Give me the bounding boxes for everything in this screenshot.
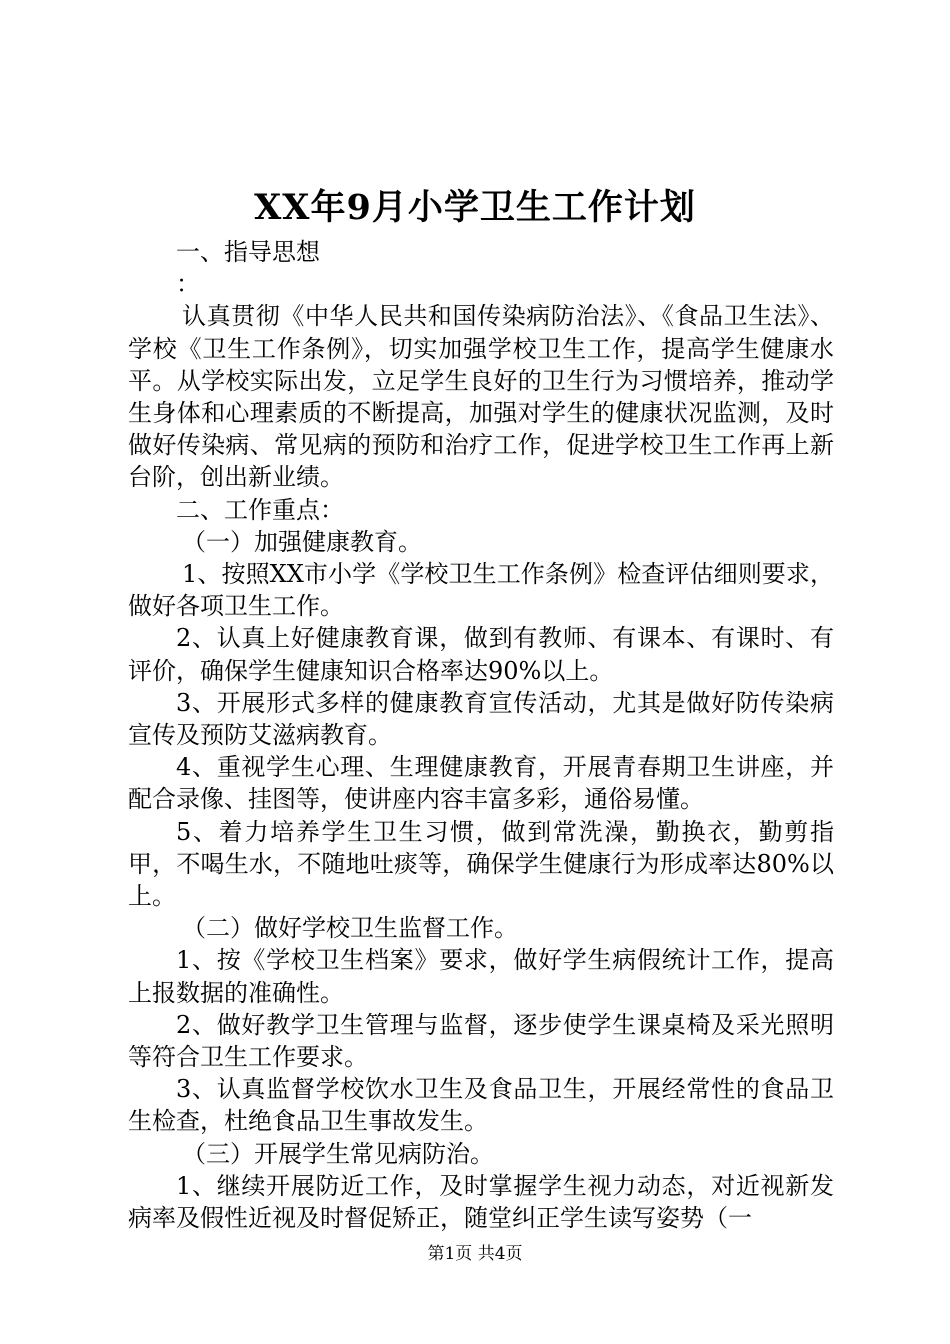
guiding-ideology-paragraph: 认真贯彻《中华人民共和国传染病防治法》、《食品卫生法》、学校《卫生工作条例》，切实加强学校卫生工作，提高学生健康水平。从学校实际出发，立足学生良好的卫生行为习惯培养，推动学生身体和心理素质的不断提高，加强对学生的健康状况监测，及时做好传染病、常见病的预防和治疗工作，促进学校卫生工作再上新台阶，创出新业绩。 [128, 302, 834, 492]
document-title: XX年9月小学卫生工作计划 [254, 187, 696, 228]
list-item-paragraph: 4、重视学生心理、生理健康教育，开展青春期卫生讲座，并配合录像、挂图等，使讲座内容丰富多彩，通俗易懂。 [128, 753, 834, 814]
subsection-heading-supervision: （二）做好学校卫生监督工作。 [182, 914, 518, 943]
list-item-paragraph: 1、按照XX市小学《学校卫生工作条例》检查评估细则要求，做好各项卫生工作。 [128, 560, 834, 621]
list-item-paragraph: 5、着力培养学生卫生习惯，做到常洗澡，勤换衣，勤剪指甲，不喝生水，不随地吐痰等，确保学生健康行为形成率达80%以上。 [128, 817, 834, 911]
stray-colon: ： [176, 270, 200, 299]
list-item-paragraph: 3、开展形式多样的健康教育宣传活动，尤其是做好防传染病宣传及预防艾滋病教育。 [128, 688, 834, 750]
list-item-paragraph: 2、做好教学卫生管理与监督，逐步使学生课桌椅及采光照明等符合卫生工作要求。 [128, 1010, 834, 1072]
list-item-paragraph: 3、认真监督学校饮水卫生及食品卫生，开展经常性的食品卫生检查，杜绝食品卫生事故发生。 [128, 1075, 834, 1136]
subsection-heading-health-education: （一）加强健康教育。 [182, 527, 422, 556]
list-item-paragraph: 1、继续开展防近工作，及时掌握学生视力动态，对近视新发病率及假性近视及时督促矫正，随堂纠正学生读写姿势（一 [128, 1171, 834, 1233]
section-heading-guiding-ideology: 一、指导思想 [176, 238, 320, 266]
page-number-footer: 第1页 共4页 [427, 1244, 523, 1264]
section-heading-work-focus: 二、工作重点： [176, 495, 344, 524]
subsection-heading-disease-prevention: （三）开展学生常见病防治。 [182, 1139, 494, 1168]
list-item-paragraph: 1、按《学校卫生档案》要求，做好学生病假统计工作，提高上报数据的准确性。 [128, 946, 834, 1007]
list-item-paragraph: 2、认真上好健康教育课，做到有教师、有课本、有课时、有评价，确保学生健康知识合格率达90%以上。 [128, 624, 834, 685]
document-body [128, 236, 834, 1234]
